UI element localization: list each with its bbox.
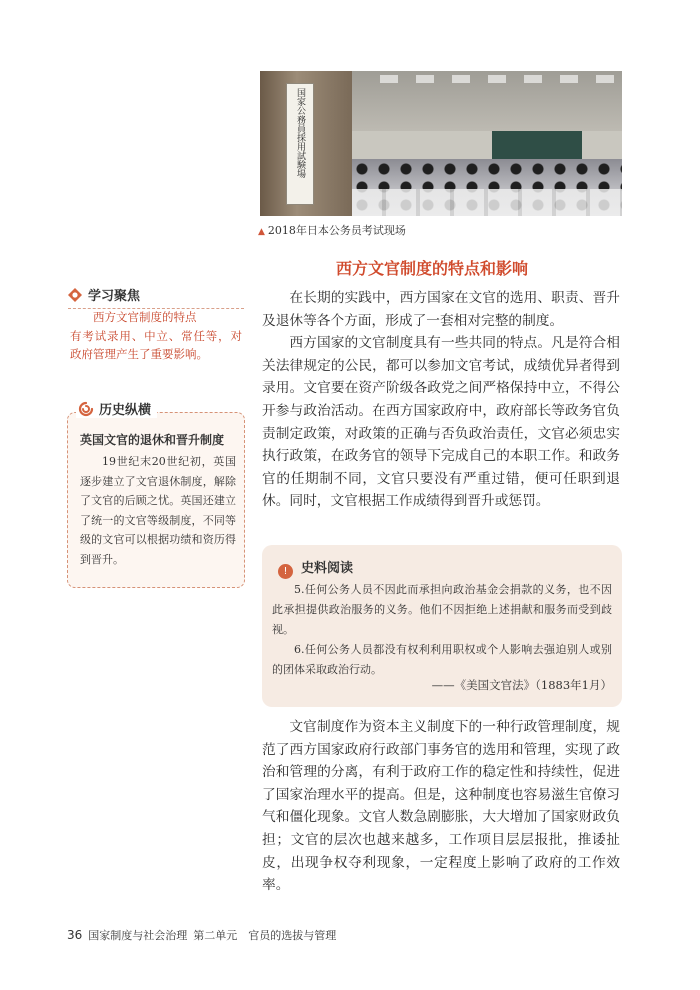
photo-ceiling-lights <box>380 75 620 83</box>
triangle-icon: ▲ <box>258 227 265 237</box>
source-reading-label: 史料阅读 <box>301 561 354 576</box>
source-reading-header <box>278 557 353 579</box>
body-paragraph-2: 西方国家的文官制度具有一些共同的特点。凡是符合相关法律规定的公民，都可以参加文官考试，成绩优异者得到录用。文官要在资产阶级各政党之间严格保持中立，不得公开参与政治活动。在西方国家政府中，政府部长等政务官负责制定政策，对政策的正确与否负政治责任，文官必须忠实执行政策，在政务官的领导下完成自己的本职工作。和政务官的任期制不同，文官只要没有严重过错，便可任职到退休。同时，文官根据工作成绩得到晋升或惩罚。 <box>262 335 620 510</box>
footer-book-title: 国家制度与社会治理 <box>88 929 188 942</box>
source-citation: ——《美国文官法》（1883年1月） <box>431 678 612 692</box>
photo-caption-text: 2018年日本公务员考试现场 <box>267 224 406 237</box>
history-text <box>80 452 236 570</box>
body-text-upper <box>262 287 620 513</box>
history-swirl-icon <box>78 401 94 417</box>
photo-caption <box>258 222 406 238</box>
study-focus-header <box>68 285 244 309</box>
source-reading-text <box>272 580 612 680</box>
study-focus-text <box>70 308 242 364</box>
page-number: 36 <box>67 928 83 942</box>
photo-exam-banner <box>286 83 314 205</box>
history-subtitle: 英国文官的退休和晋升制度 <box>80 433 225 447</box>
body-text-lower <box>262 716 620 897</box>
section-title: 西方文官制度的特点和影响 <box>335 259 528 278</box>
exam-hall-photo <box>260 71 622 216</box>
study-focus-line-2: 有考试录用、中立、常任等，对政府管理产生了重要影响。 <box>70 328 242 361</box>
photo-banner-text: 国家公務員採用試験場 <box>295 88 305 178</box>
study-focus-icon <box>68 288 82 302</box>
footer-unit-title: 第二单元 官员的选拔与管理 <box>193 929 337 942</box>
body-paragraph-1: 在长期的实践中，西方国家在文官的选用、职责、晋升及退休等各个方面，形成了一套相对完整的制度。 <box>262 290 620 329</box>
page-footer <box>67 927 336 943</box>
study-focus-line-1: 西方文官制度的特点 <box>93 310 197 324</box>
history-paragraph: 19世纪末20世纪初，英国逐步建立了文官退休制度，解除了文官的后顾之忧。英国还建立了统一的文官等级制度，不同等级的文官可以根据功绩和资历得到晋升。 <box>80 455 236 566</box>
source-item-5: 5.任何公务人员不因此而承担向政治基金会捐款的义务，也不因此承担提供政治服务的义务。他们不因拒绝上述捐献和服务而受到歧视。 <box>272 583 612 636</box>
photo-desks <box>352 189 622 216</box>
history-panel-header <box>76 399 157 418</box>
body-paragraph-3: 文官制度作为资本主义制度下的一种行政管理制度，规范了西方国家政府行政部门事务官的选用和管理，实现了政治和管理的分离，有利于政府工作的稳定性和持续性，促进了国家治理水平的提高。但是，这种制度也容易滋生官僚习气和僵化现象。文官人数急剧膨胀，大大增加了国家财政负担；文官的层次也越来越多，工作项目层层报批，推诿扯皮，出现争权夺利现象，一定程度上影响了政府的工作效率。 <box>262 719 620 894</box>
study-focus-label: 学习聚焦 <box>88 289 141 304</box>
source-item-6: 6.任何公务人员都没有权利利用职权或个人影响去强迫别人或别的团体采取政治行动。 <box>272 643 612 676</box>
history-panel-label: 历史纵横 <box>99 403 152 418</box>
source-reading-icon: ! <box>278 564 293 579</box>
